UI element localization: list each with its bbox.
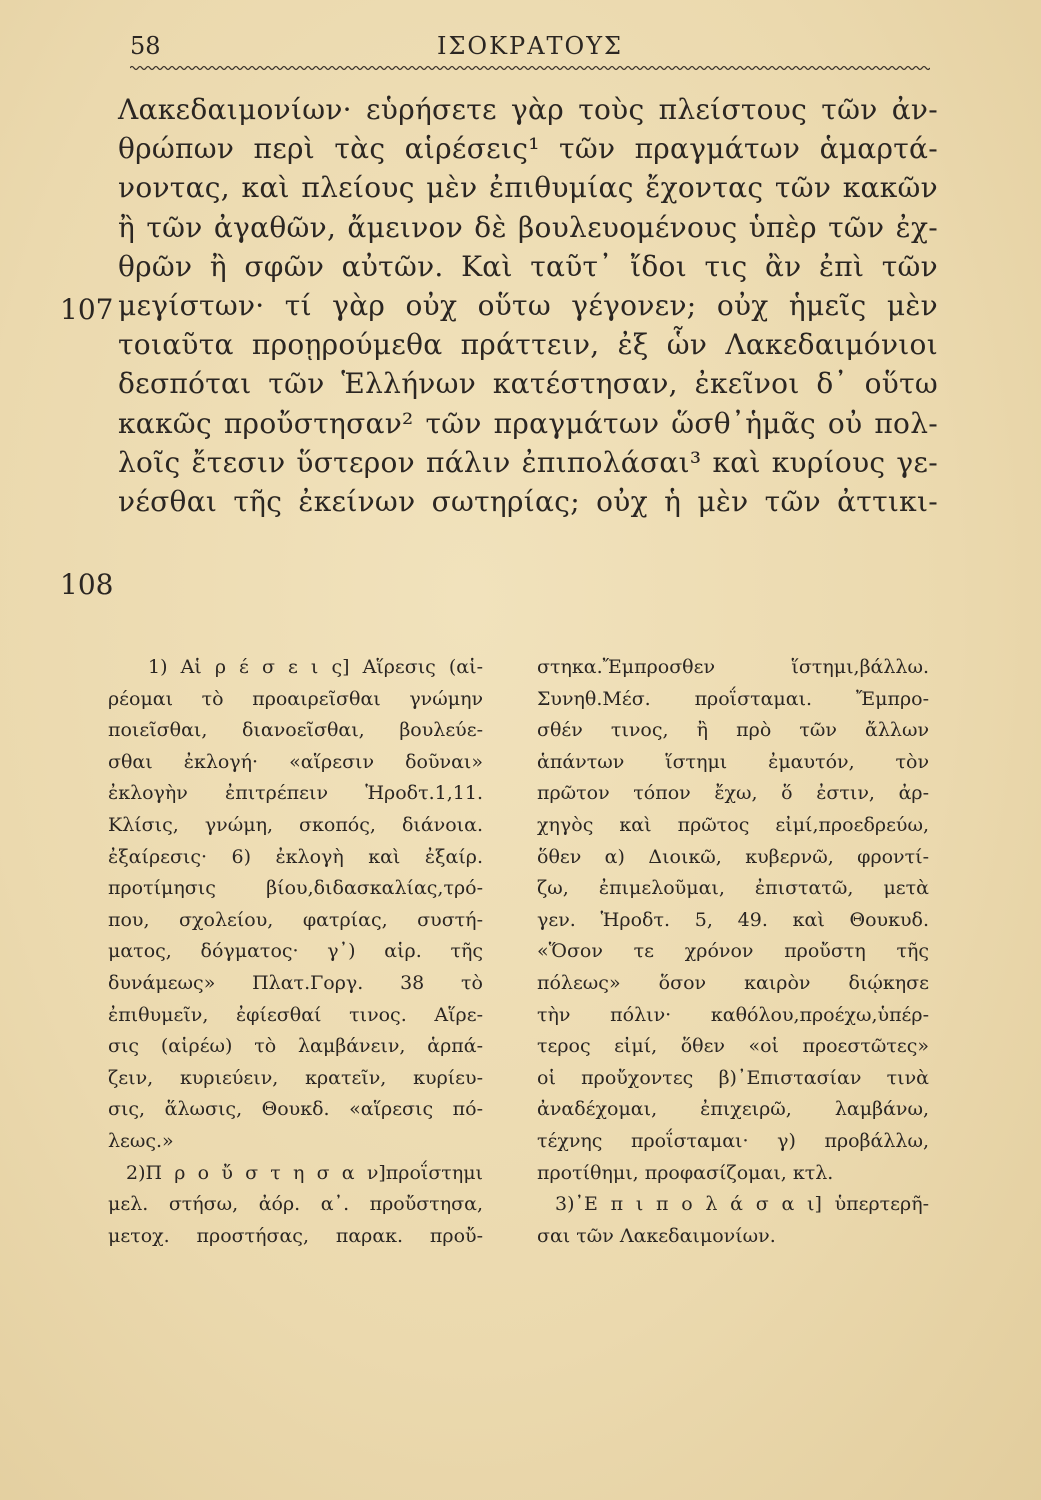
footnote-line: σις, ἅλωσις, Θουκδ. «αἵρεσις πό- [108,1098,483,1121]
footnote-line: 1) Αἱ ρ έ σ ε ι ς] Αἵρεσις (αἱ- [148,656,483,678]
footnote-line: σις (αἱρέω) τὸ λαμβάνειν, ἁρπά- [108,1035,483,1058]
footnote-line: προτίμησις βίου,διδασκαλίας,τρό- [108,877,483,900]
page-number: 58 [130,32,161,60]
main-text [118,90,938,521]
footnote-line: πρῶτον τόπον ἔχω, ὅ ἐστιν, ἀρ- [537,782,929,805]
text-line: ἢ τῶν ἀγαθῶν, ἄμεινον δὲ βουλευομένους ὑπὲρ τῶν ἐχ- [118,210,938,244]
footnote-line: χηγὸς καὶ πρῶτος εἰμί,προεδρεύω, [537,813,929,836]
footnote-line: που, σχολείου, φατρίας, συστή- [108,908,483,931]
running-title: ΙΣΟΚΡΑΤΟΥΣ [436,32,624,60]
footnote-line: μελ. στήσω, ἀόρ. α᾽. προὔστησα, [108,1193,483,1216]
footnote-line: 3)᾽Ε π ι π ο λ ά σ α ι] ὑπερτερῆ- [555,1193,929,1216]
footnote-line: Συνηθ.Μέσ. προΐσταμαι. Ἔμπρο- [537,687,929,710]
footnote-line: σθαι ἐκλογή· «αἵρεσιν δοῦναι» [108,750,483,773]
text-line: νέσθαι τῆς ἐκείνων σωτηρίας; οὐχ ἡ μὲν τῶν ἀττικι- [118,484,938,518]
footnote-line: σθέν τινος, ἢ πρὸ τῶν ἄλλων [537,719,929,742]
footnote-line: λεως.» [108,1129,174,1152]
footnote-line: ποιεῖσθαι, διανοεῖσθαι, βουλεύε- [108,719,483,742]
margin-section-number: 108 [60,568,114,601]
footnote-line: ρέομαι τὸ προαιρεῖσθαι γνώμην [108,687,483,710]
margin-section-number: 107 [60,293,114,326]
footnote-line: τέχνης προΐσταμαι· γ) προβάλλω, [537,1129,929,1152]
footnote-line: ζειν, κυριεύειν, κρατεῖν, κυρίευ- [108,1066,483,1089]
footnote-line: στηκα.Ἔμπροσθεν ἵστημι,βάλλω. [537,656,929,678]
footnote-line: Κλίσις, γνώμη, σκοπός, διάνοια. [108,813,483,836]
footnote-line: ἁπάντων ἵστημι ἐμαυτόν, τὸν [537,750,929,773]
footnote-line: ὅθεν α) Διοικῶ, κυβερνῶ, φροντί- [537,845,929,868]
text-line: Λακεδαιμονίων· εὑρήσετε γὰρ τοὺς πλείστους τῶν ἀν- [118,93,938,126]
footnote-line: ἀναδέχομαι, ἐπιχειρῶ, λαμβάνω, [537,1098,929,1121]
footnote-line: πόλεως» ὅσον καιρὸν διῴκησε [537,971,929,994]
text-line: λοῖς ἔτεσιν ὕστερον πάλιν ἐπιπολάσαι³ καὶ κυρίους γε- [118,445,938,479]
footnotes-left-column [108,652,483,1252]
footnote-line: ζω, ἐπιμελοῦμαι, ἐπιστατῶ, μετὰ [537,877,929,900]
footnote-line: ἐκλογὴν ἐπιτρέπειν Ἡροδτ.1,11. [108,782,483,805]
footnote-line: ἐξαίρεσις· 6) ἐκλογὴ καὶ ἐξαίρ. [108,845,483,868]
footnote-line: ματος, δόγματος· γ᾽) αἱρ. τῆς [108,940,483,963]
text-line: νοντας, καὶ πλείους μὲν ἐπιθυμίας ἔχοντας τῶν κακῶν [118,171,938,205]
footnote-line: προτίθημι, προφασίζομαι, κτλ. [537,1161,834,1184]
footnote-line: μετοχ. προστήσας, παρακ. προὔ- [108,1224,483,1247]
footnote-line: γεν. Ἡροδτ. 5, 49. καὶ Θουκυδ. [537,908,929,931]
footnote-line: οἱ προὔχοντες β)᾽Επιστασίαν τινὰ [537,1066,929,1089]
text-line: μεγίστων· τί γὰρ οὐχ οὕτω γέγονεν; οὐχ ἡμεῖς μὲν [118,288,938,322]
text-line: θρώπων περὶ τὰς αἱρέσεις¹ τῶν πραγμάτων ἁμαρτά- [118,132,938,166]
text-line: δεσπόται τῶν Ἑλλήνων κατέστησαν, ἐκεῖνοι δ᾽ οὕτω [118,367,938,401]
footnote-line: 2)Π ρ ο ὔ σ τ η σ α ν]προΐστημι [126,1161,483,1184]
footnote-line: τερος εἰμί, ὅθεν «οἱ προεστῶτες» [537,1035,929,1058]
text-line: τοιαῦτα προῃρούμεθα πράττειν, ἐξ ὧν Λακεδαιμόνιοι [118,328,938,362]
footnotes-right-column [537,652,929,1252]
text-line: κακῶς προὔστησαν² τῶν πραγμάτων ὥσθ᾽ἡμᾶς οὐ πολ- [118,406,938,440]
footnote-line: δυνάμεως» Πλατ.Γοργ. 38 τὸ [108,971,483,994]
footnote-line: «Ὅσον τε χρόνον προὔστη τῆς [537,940,929,963]
footnote-line: ἐπιθυμεῖν, ἐφίεσθαί τινος. Αἵρε- [108,1003,483,1026]
page-header [130,28,930,68]
footnote-line: σαι τῶν Λακεδαιμονίων. [537,1224,776,1247]
text-line: θρῶν ἢ σφῶν αὐτῶν. Καὶ ταῦτ᾽ ἴδοι τις ἂν ἐπὶ τῶν [118,249,938,283]
footnote-line: τὴν πόλιν· καθόλου,προέχω,ὑπέρ- [537,1003,929,1026]
header-wavy-rule [130,64,930,72]
